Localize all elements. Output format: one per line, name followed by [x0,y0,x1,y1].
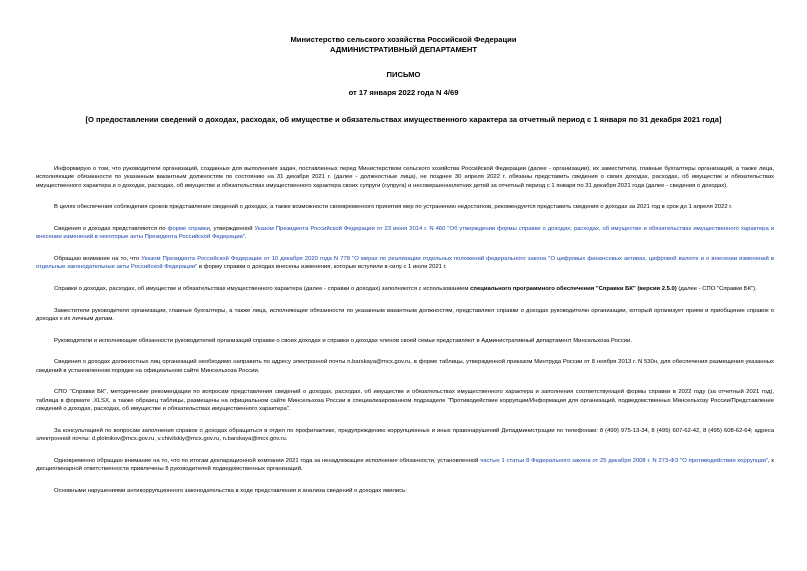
paragraph-11 [36,457,774,474]
paragraph-7: Руководители и исполняющие обязанности руководителей организаций справки о своих доходах и справки о доходах членов своей семьи представляют в Административный департамент Минсельхоза России. [54,337,632,344]
paragraph-12: Основными нарушениями антикоррупционного законодательства в ходе представления и анализа сведений о доходах явились: [54,487,407,494]
paragraph-1: Информирую о том, что руководители организаций, созданных для выполнения задач, поставленных перед Министерством сельского хозяйства Российской Федерации (далее - организации), их заместители, главные бухгалтеры организаций, а также лица, исполняющие обязанности по указанным вакантным должностям по состоянию на 31 декабря 2021 г. (далее - должностные лица), не позднее 30 апреля 2022 г. обязаны представить сведения о своих доходах, расходах, об имуществе и обязательствах имущественного характера и о доходах, расходах, об имуществе и обязательствах имущественного характера своих супруги (супруга) и несовершеннолетних детей за отчетный период с 1 января по 31 декабря 2021 года (далее - сведения о доходах). [36,166,774,189]
paragraph-10: За консультацией по вопросам заполнения справок о доходах обращаться в отдел по профилактике, предупреждению коррупционных и иных правонарушений Депадминистрации по телефонам: 8 (499) 975-13-34, 8 (495) 607-62-42, 8 (495) 608-62-64; адреса электронной почты: d.plotnikov@mcx.gov.ru, v.chivilskiy@mcx.gov.ru, n.barskaya@mcx.gov.ru. [36,427,774,442]
department-name: АДМИНИСТРАТИВНЫЙ ДЕПАРТАМЕНТ [330,45,477,54]
paragraph-3-text-2: , утвержденной [209,225,255,232]
ministry-name: Министерство сельского хозяйства Российской Федерации [290,35,517,44]
document-date: от 17 января 2022 года N 4/69 [348,88,459,97]
paragraph-5-text-1: Справки о доходах, расходах, об имуществе и обязательствах имущественного характера (далее - справки о доходах) заполняются с использованием [54,285,471,292]
paragraph-6: Заместители руководителя организации, главные бухгалтеры, а также лица, исполняющие обязанности по указанным вакантным должностям, представляют справки о доходах руководителю организации, который организует прием и приобщение справок о доходах к их личным делам. [36,307,774,322]
form-reference-link[interactable]: форме справки [167,225,210,232]
paragraph-3-text-1: Сведения о доходах представляются по [54,225,168,232]
decree-778-link[interactable]: Указом Президента Российской Федерации от 10 декабря 2020 года N 778 "О мерах по реализации отдельных положений федерального закона "О цифровых финансовых активах, цифровой валюте и о внесении изменений в отдельные законодательные акты Российской Федерации" [36,255,774,271]
paragraph-4-text-1: Обращаю внимание на то, что [54,255,142,262]
paragraph-4-text-2: в форму справки о доходах внесены изменения, которые вступили в силу с 1 июля 2021 г. [197,264,447,271]
paragraph-11-text-1: Одновременно обращаю внимание на то, что по итогам декларационной компании 2021 года за ненадлежащее исполнение обязанности, установленной [54,457,481,464]
paragraph-2: В целях обеспечения соблюдения сроков представления сведений о доходах, а также возможности своевременного принятия мер по устранению недостатков, рекомендуется представить сведения о доходах за 2021 год в срок до 1 апреля 2022 г. [54,204,733,211]
law-273-link[interactable]: частью 1 статьи 8 Федерального закона от 25 декабря 2008 г. N 273-ФЗ "О противодействии коррупции" [480,457,768,464]
paragraph-11-text-2: , к дисциплинарной ответственности привлечены 8 руководителей подведомственных организаций. [36,457,775,472]
document-subject: [О предоставлении сведений о доходах, расходах, об имуществе и обязательствах имущественного характера за отчетный период с 1 января по 31 декабря 2021 года] [85,115,722,124]
paragraph-3-text-3: . [244,234,247,241]
document-type: ПИСЬМО [386,70,421,79]
decree-460-link[interactable]: Указом Президента Российской Федерации от 23 июня 2014 г. N 460 "Об утверждении формы справки о доходах, расходах, об имуществе и обязательствах имущественного характера и внесении изменений в некоторые акты Президента Российской Федерации" [36,225,775,241]
paragraph-5-text-2: (далее - СПО "Справки БК"). [676,285,757,292]
paragraph-4 [36,255,774,272]
document-body [36,165,774,508]
paragraph-5 [36,285,774,293]
paragraph-3 [36,225,774,242]
paragraph-9: СПО "Справки БК", методические рекомендации по вопросам представления сведений о доходах, расходах, об имуществе и обязательствах имущественного характера и заполнения соответствующей формы справки в 2022 году (за отчетный 2021 год), таблица в формате .XLSX, а также образец таблицы, размещены на официальном сайте Минсельхоза России в специализированном подразделе "Противодействие коррупции/Информация для организаций, подведомственных Минсельхозу России/Представление сведений о доходах, расходах, об имуществе и обязательствах имущественного характера". [36,389,774,412]
paragraph-8: Сведения о доходах должностных лиц организаций необходимо направить по адресу электронной почты n.barskaya@mcx.gov.ru, в форме таблицы, утвержденной приказом Минтруда России от 8 ноября 2013 г. N 530н, для обеспечения размещения указанных сведений в установленном порядке на официальном сайте Минсельхоза России. [36,359,774,374]
software-name: специального программного обеспечения "Справки БК" (версия 2.5.0) [470,285,677,292]
